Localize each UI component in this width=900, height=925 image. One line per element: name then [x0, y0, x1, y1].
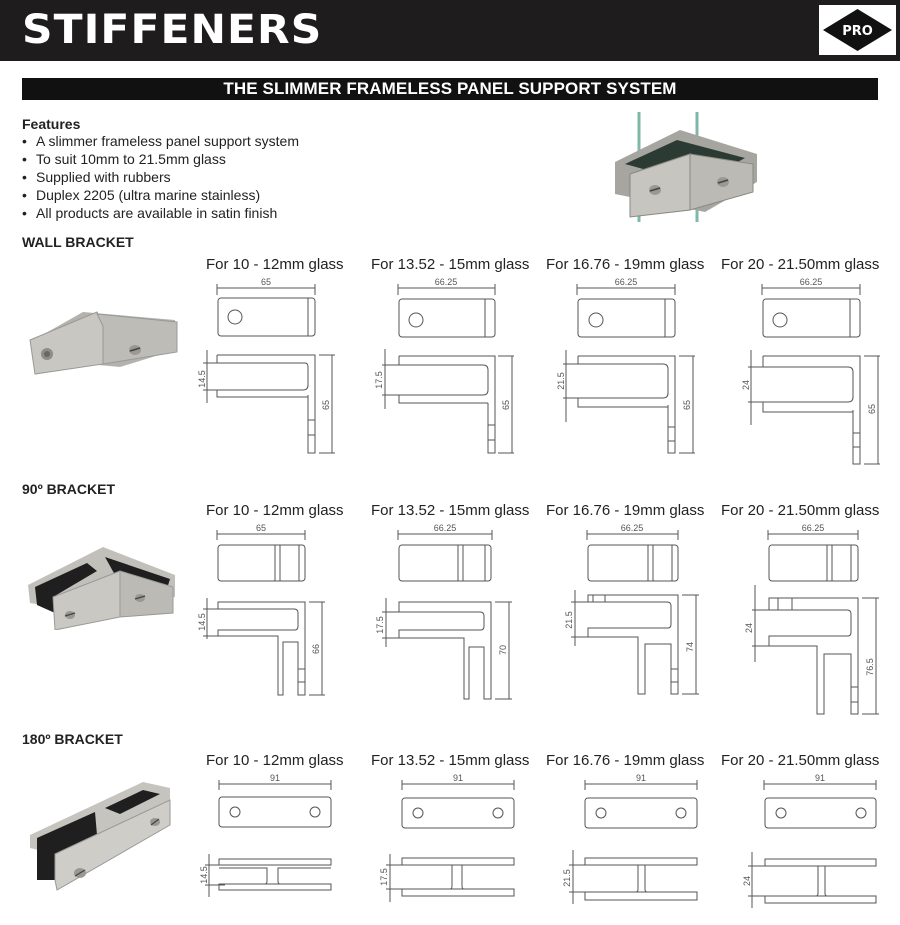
svg-text:65: 65 [260, 277, 272, 287]
svg-text:65: 65 [867, 403, 877, 415]
svg-text:65: 65 [501, 399, 511, 411]
svg-text:24: 24 [741, 379, 751, 391]
svg-text:74: 74 [685, 641, 695, 653]
svg-text:14.5: 14.5 [199, 866, 209, 884]
column-label: For 20 - 21.50mm glass [721, 502, 880, 519]
section-title-90-bracket: 90º BRACKET [22, 481, 116, 497]
feature-item: • All products are available in satin finish [22, 204, 299, 222]
90-bracket-drawing [370, 522, 515, 707]
svg-text:65: 65 [255, 523, 267, 533]
svg-text:65: 65 [682, 399, 692, 411]
svg-text:14.5: 14.5 [197, 370, 207, 388]
column-label: For 16.76 - 19mm glass [546, 752, 705, 769]
svg-text:76.5: 76.5 [865, 658, 875, 676]
180-bracket-drawing [195, 772, 345, 907]
subtitle-banner: THE SLIMMER FRAMELESS PANEL SUPPORT SYSTEM [22, 78, 878, 100]
90-bracket-photo [25, 535, 180, 635]
svg-text:91: 91 [452, 773, 464, 783]
page-header [0, 0, 900, 61]
column-label: For 16.76 - 19mm glass [546, 502, 705, 519]
svg-text:21.5: 21.5 [564, 611, 574, 629]
180-bracket-drawing [370, 772, 520, 907]
180-bracket-drawing [555, 772, 705, 907]
column-label: For 10 - 12mm glass [206, 752, 344, 769]
svg-text:14.5: 14.5 [197, 613, 207, 631]
svg-text:66.25: 66.25 [433, 523, 457, 533]
svg-text:17.5: 17.5 [379, 868, 389, 886]
svg-text:21.5: 21.5 [562, 869, 572, 887]
svg-text:70: 70 [498, 644, 508, 656]
wall-bracket-photo [25, 282, 180, 382]
svg-text:24: 24 [744, 622, 754, 634]
svg-text:PRO: PRO [842, 24, 873, 39]
90-bracket-drawing [555, 522, 700, 702]
svg-text:24: 24 [742, 875, 752, 887]
svg-text:65: 65 [321, 399, 331, 411]
hero-product-photo [585, 112, 760, 222]
features-list [22, 132, 299, 222]
feature-item: • A slimmer frameless panel support system [22, 132, 299, 150]
svg-text:17.5: 17.5 [375, 616, 385, 634]
features-heading: Features [22, 116, 81, 132]
column-label: For 10 - 12mm glass [206, 502, 344, 519]
features-block [22, 116, 299, 222]
wall-bracket-drawing [555, 275, 700, 460]
column-label: For 13.52 - 15mm glass [371, 256, 530, 273]
feature-item: • Duplex 2205 (ultra marine stainless) [22, 186, 299, 204]
pro-badge [819, 5, 896, 55]
svg-text:17.5: 17.5 [374, 371, 384, 389]
180-bracket-photo [25, 780, 175, 905]
svg-text:91: 91 [269, 773, 281, 783]
page-title: STIFFENERS [22, 7, 323, 53]
svg-text:66: 66 [311, 643, 321, 655]
svg-text:66.25: 66.25 [614, 277, 638, 287]
pro-diamond-icon [819, 5, 896, 55]
svg-text:66.25: 66.25 [434, 277, 458, 287]
svg-text:91: 91 [814, 773, 826, 783]
svg-text:66.25: 66.25 [799, 277, 823, 287]
column-label: For 13.52 - 15mm glass [371, 502, 530, 519]
90-bracket-drawing [740, 522, 885, 722]
column-label: For 20 - 21.50mm glass [721, 256, 880, 273]
svg-text:91: 91 [635, 773, 647, 783]
feature-item: • To suit 10mm to 21.5mm glass [22, 150, 299, 168]
feature-item: • Supplied with rubbers [22, 168, 299, 186]
90-bracket-drawing [195, 522, 340, 702]
column-label: For 20 - 21.50mm glass [721, 752, 880, 769]
column-label: For 13.52 - 15mm glass [371, 752, 530, 769]
section-title-180-bracket: 180º BRACKET [22, 731, 123, 747]
svg-text:21.5: 21.5 [556, 372, 566, 390]
section-title-wall-bracket: WALL BRACKET [22, 234, 134, 250]
svg-text:66.25: 66.25 [801, 523, 825, 533]
svg-text:66.25: 66.25 [620, 523, 644, 533]
wall-bracket-drawing [738, 275, 883, 470]
wall-bracket-drawing [195, 275, 340, 460]
180-bracket-drawing [738, 772, 888, 912]
wall-bracket-drawing [370, 275, 515, 460]
column-label: For 16.76 - 19mm glass [546, 256, 705, 273]
column-label: For 10 - 12mm glass [206, 256, 344, 273]
